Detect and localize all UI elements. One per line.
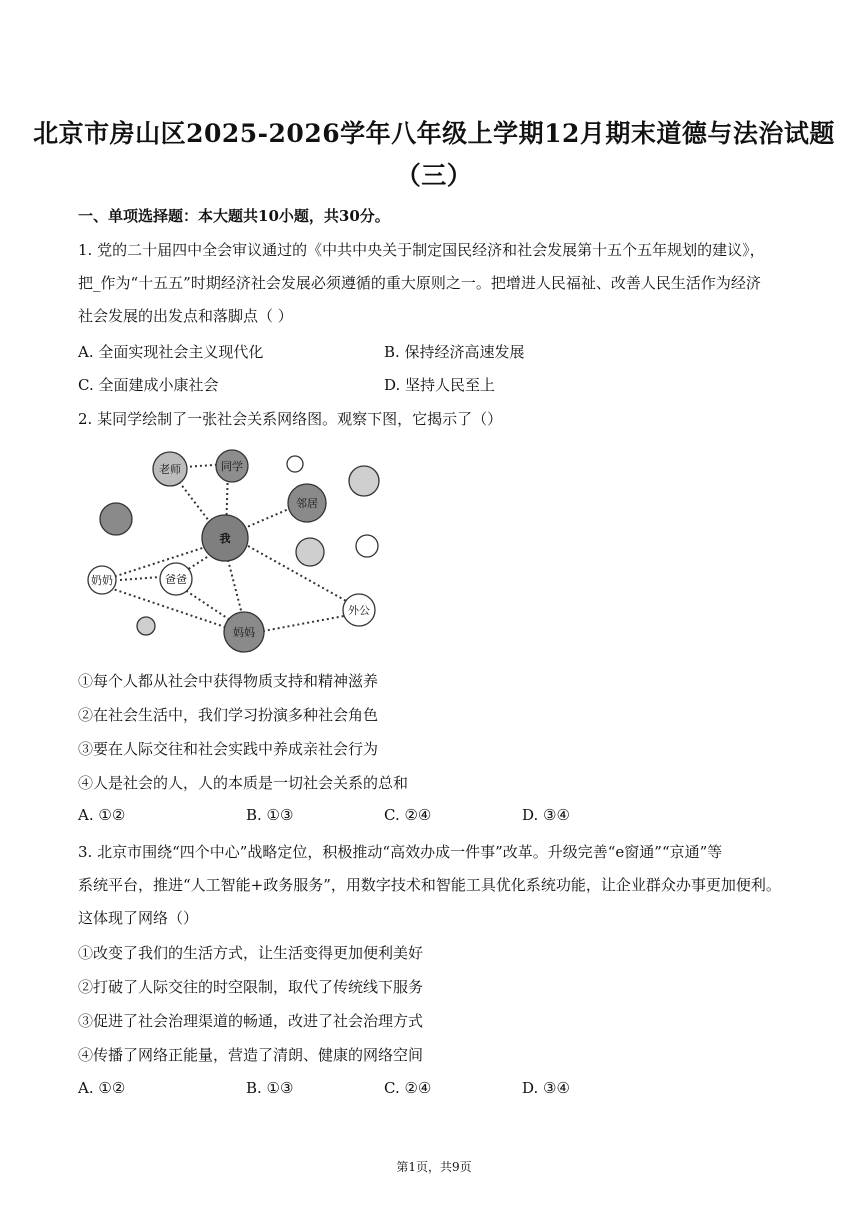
q3-item-4: ④传播了网络正能量，营造了清朗、健康的网络空间 — [78, 1046, 424, 1064]
node-empty — [349, 466, 379, 496]
q2-option-a: A. ①② — [78, 806, 126, 824]
link-dad-mom — [182, 588, 230, 620]
label-grandma: 奶奶 — [91, 574, 113, 587]
node-empty — [356, 535, 378, 557]
q3-stem-line2: 系统平台，推进“人工智能+政务服务”，用数字技术和智能工具优化系统功能，让企业群众办事更加便利。 — [78, 876, 781, 894]
exam-title-number: （三） — [395, 161, 473, 190]
section-heading: 一、单项选择题：本大题共10小题，共30分。 — [78, 207, 390, 225]
q3-stem-line3: 这体现了网络（） — [78, 909, 199, 927]
label-dad: 爸爸 — [165, 573, 187, 586]
q3-item-2: ②打破了人际交往的时空限制，取代了传统线下服务 — [78, 978, 424, 996]
label-teacher: 老师 — [159, 463, 181, 476]
node-empty — [287, 456, 303, 472]
q3-option-d: D. ③④ — [522, 1079, 570, 1097]
link-grandma-dad — [120, 577, 160, 580]
social-network-diagram — [80, 440, 400, 660]
exam-title: 北京市房山区2025-2026学年八年级上学期12月期末道德与法治试题 — [33, 119, 835, 148]
q1-option-b: B. 保持经济高速发展 — [384, 343, 525, 361]
label-me: 我 — [219, 532, 231, 545]
q3-option-b: B. ①③ — [246, 1079, 294, 1097]
link-mom-grandpa — [258, 616, 344, 632]
label-mom: 妈妈 — [233, 626, 255, 639]
q3-item-3: ③促进了社会治理渠道的畅通，改进了社会治理方式 — [78, 1012, 424, 1030]
q2-item-1: ①每个人都从社会中获得物质支持和精神滋养 — [78, 672, 379, 690]
label-classmate: 同学 — [221, 460, 243, 473]
node-empty — [296, 538, 324, 566]
page-number: 第1页，共9页 — [396, 1160, 472, 1174]
q2-option-d: D. ③④ — [522, 806, 570, 824]
q2-item-4: ④人是社会的人，人的本质是一切社会关系的总和 — [78, 774, 409, 792]
q3-stem-line1: 3. 北京市围绕“四个中心”战略定位，积极推动“高效办成一件事”改革。升级完善“e窗通”“京通”等 — [78, 843, 723, 861]
q1-stem-line1: 1. 党的二十届四中全会审议通过的《中共中央关于制定国民经济和社会发展第十五个五年规划的建议》， — [78, 241, 765, 259]
link-me-mom — [228, 560, 243, 618]
q3-option-a: A. ①② — [78, 1079, 126, 1097]
label-neighbor: 邻居 — [296, 497, 318, 510]
q1-stem-line2: 把_作为“十五五”时期经济社会发展必须遵循的重大原则之一。把增进人民福祉、改善人民生活作为经济 — [78, 274, 761, 292]
q3-option-c: C. ②④ — [384, 1079, 432, 1097]
q2-item-3: ③要在人际交往和社会实践中养成亲社会行为 — [78, 740, 379, 758]
node-empty — [100, 503, 132, 535]
q2-option-b: B. ①③ — [246, 806, 294, 824]
q1-option-c: C. 全面建成小康社会 — [78, 376, 219, 394]
q2-item-2: ②在社会生活中，我们学习扮演多种社会角色 — [78, 706, 379, 724]
label-grandpa: 外公 — [348, 604, 370, 617]
q1-option-d: D. 坚持人民至上 — [384, 376, 496, 394]
q1-option-a: A. 全面实现社会主义现代化 — [78, 343, 264, 361]
q2-option-c: C. ②④ — [384, 806, 432, 824]
node-empty — [137, 617, 155, 635]
q1-stem-line3: 社会发展的出发点和落脚点（ ） — [78, 307, 293, 325]
q3-item-1: ①改变了我们的生活方式，让生活变得更加便利美好 — [78, 944, 424, 962]
q2-stem: 2. 某同学绘制了一张社会关系网络图。观察下图，它揭示了（） — [78, 410, 503, 428]
